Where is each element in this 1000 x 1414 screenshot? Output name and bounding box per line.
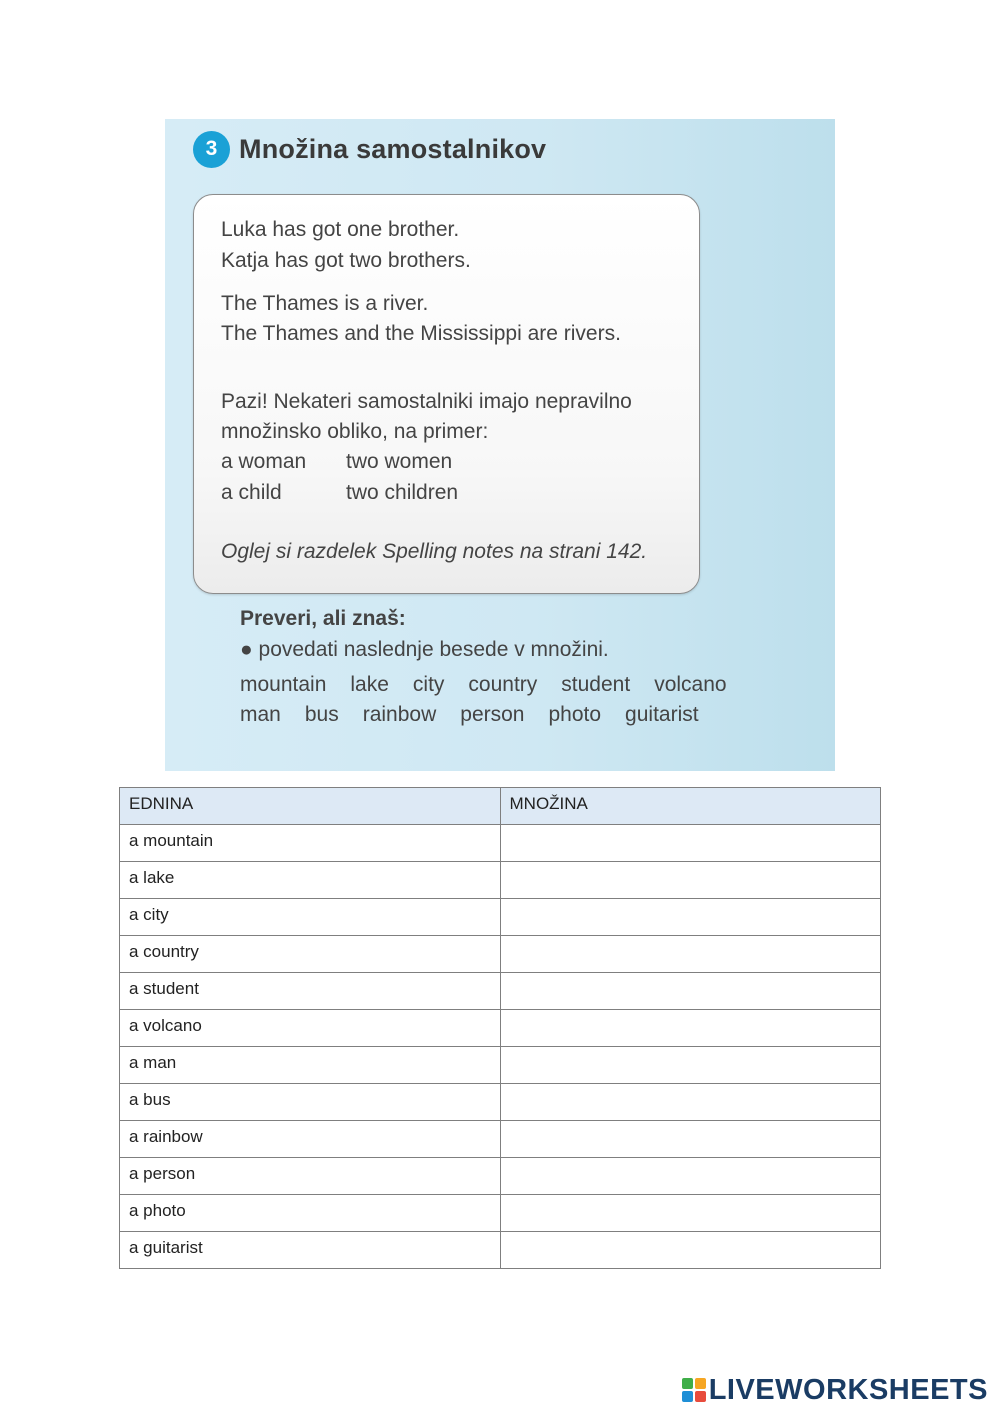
table-row — [120, 1084, 881, 1121]
section-number-badge: 3 — [193, 131, 230, 168]
example-plural: two children — [346, 481, 459, 504]
check-instruction: ● povedati naslednje besede v množini. — [240, 638, 609, 661]
singular-cell: a city — [120, 899, 501, 936]
singular-cell: a guitarist — [120, 1232, 501, 1269]
check-heading: Preveri, ali znaš: — [240, 607, 406, 630]
plural-answer-cell[interactable] — [500, 936, 881, 973]
singular-cell: a person — [120, 1158, 501, 1195]
word-item: volcano — [654, 673, 727, 696]
word-item: guitarist — [625, 703, 699, 726]
plural-answer-cell[interactable] — [500, 1195, 881, 1232]
word-item: rainbow — [362, 703, 437, 726]
singular-cell: a mountain — [120, 825, 501, 862]
table-row — [120, 1047, 881, 1084]
table-header-row — [120, 788, 881, 825]
singular-cell: a bus — [120, 1084, 501, 1121]
plural-answer-cell[interactable] — [500, 973, 881, 1010]
plural-answer-cell[interactable] — [500, 1121, 881, 1158]
word-item: man — [240, 703, 281, 726]
singular-cell: a photo — [120, 1195, 501, 1232]
word-item: person — [460, 703, 525, 726]
grammar-rule-box — [193, 194, 700, 594]
word-item: student — [561, 673, 631, 696]
plural-answer-cell[interactable] — [500, 825, 881, 862]
singular-cell: a man — [120, 1047, 501, 1084]
plural-exercise-table — [119, 787, 881, 1269]
word-item: city — [412, 673, 445, 696]
header-plural: MNOŽINA — [500, 788, 881, 825]
logo-square — [695, 1391, 706, 1402]
logo-square — [682, 1378, 693, 1389]
spelling-note: Oglej si razdelek Spelling notes na strani 142. — [221, 540, 648, 563]
rule-line: The Thames is a river. — [221, 292, 429, 315]
textbook-panel — [165, 119, 835, 771]
plural-answer-cell[interactable] — [500, 1158, 881, 1195]
singular-cell: a rainbow — [120, 1121, 501, 1158]
logo-square — [695, 1378, 706, 1389]
word-item: mountain — [240, 673, 327, 696]
word-item: photo — [548, 703, 602, 726]
rule-line: Pazi! Nekateri samostalniki imajo nepravilno — [221, 390, 632, 413]
table-row — [120, 936, 881, 973]
table-row — [120, 1158, 881, 1195]
rule-line: množinsko obliko, na primer: — [221, 420, 489, 443]
example-singular: a child — [221, 481, 282, 504]
rule-line: Luka has got one brother. — [221, 218, 460, 241]
singular-cell: a student — [120, 973, 501, 1010]
table-row — [120, 973, 881, 1010]
plural-answer-cell[interactable] — [500, 1047, 881, 1084]
table-row — [120, 862, 881, 899]
logo-squares-icon — [682, 1378, 706, 1402]
plural-answer-cell[interactable] — [500, 899, 881, 936]
rule-line: Katja has got two brothers. — [221, 249, 471, 272]
table-row — [120, 1195, 881, 1232]
word-list-row — [240, 673, 751, 697]
table-row — [120, 825, 881, 862]
table-row — [120, 899, 881, 936]
logo-text: LIVEWORKSHEETS — [708, 1373, 988, 1406]
plural-answer-cell[interactable] — [500, 1232, 881, 1269]
rule-line: The Thames and the Mississippi are rivers. — [221, 322, 621, 345]
plural-answer-cell[interactable] — [500, 1010, 881, 1047]
table-row — [120, 1121, 881, 1158]
logo-square — [682, 1391, 693, 1402]
example-plural: two women — [346, 450, 453, 473]
table-row — [120, 1232, 881, 1269]
word-list-row — [240, 703, 723, 727]
example-singular: a woman — [221, 450, 307, 473]
plural-answer-cell[interactable] — [500, 862, 881, 899]
singular-cell: a volcano — [120, 1010, 501, 1047]
section-heading — [193, 129, 546, 169]
header-singular: EDNINA — [120, 788, 501, 825]
word-item: bus — [304, 703, 339, 726]
singular-cell: a country — [120, 936, 501, 973]
plural-answer-cell[interactable] — [500, 1084, 881, 1121]
word-item: country — [468, 673, 538, 696]
singular-cell: a lake — [120, 862, 501, 899]
liveworksheets-logo[interactable] — [682, 1373, 988, 1407]
section-title: Množina samostalnikov — [239, 133, 547, 164]
word-item: lake — [350, 673, 389, 696]
table-row — [120, 1010, 881, 1047]
